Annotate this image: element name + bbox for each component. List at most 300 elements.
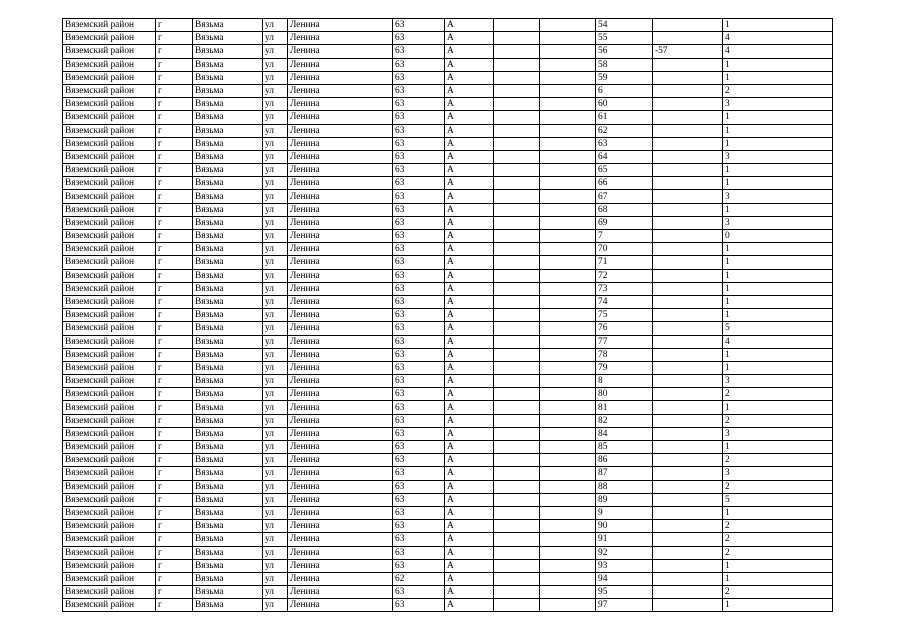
cell-col-8 [494,98,540,111]
cell-col-8 [494,243,540,256]
cell-residents: 1 [723,256,833,269]
cell-apartment-range [653,243,723,256]
cell-district: Вяземский район [63,427,156,440]
cell-apartment-range [653,98,723,111]
cell-street-type: ул [263,599,288,612]
cell-settlement-type: г [156,256,193,269]
cell-building-letter: А [445,480,494,493]
cell-settlement-type: г [156,599,193,612]
cell-district: Вяземский район [63,269,156,282]
cell-building-letter: А [445,467,494,480]
cell-settlement-type: г [156,572,193,585]
cell-col-9 [540,335,596,348]
cell-apartment-range [653,256,723,269]
cell-settlement-type: г [156,19,193,32]
table-row [63,19,833,32]
cell-house-number: 63 [393,586,445,599]
cell-residents: 1 [723,348,833,361]
cell-settlement-type: г [156,309,193,322]
cell-col-9 [540,520,596,533]
table-row [63,361,833,374]
cell-apartment-range [653,454,723,467]
cell-district: Вяземский район [63,546,156,559]
cell-residents: 1 [723,58,833,71]
cell-apartment-range [653,586,723,599]
cell-settlement: Вязьма [193,506,263,519]
cell-building-letter: А [445,493,494,506]
cell-settlement: Вязьма [193,388,263,401]
cell-apartment: 71 [596,256,653,269]
cell-apartment: 58 [596,58,653,71]
table-row [63,375,833,388]
cell-street-type: ул [263,520,288,533]
cell-street-type: ул [263,467,288,480]
table-row [63,441,833,454]
cell-street: Ленина [288,546,393,559]
cell-apartment: 63 [596,137,653,150]
cell-residents: 2 [723,84,833,97]
cell-street: Ленина [288,282,393,295]
cell-street-type: ул [263,256,288,269]
cell-street-type: ул [263,309,288,322]
cell-apartment: 78 [596,348,653,361]
cell-district: Вяземский район [63,533,156,546]
cell-street: Ленина [288,19,393,32]
cell-street-type: ул [263,506,288,519]
cell-settlement: Вязьма [193,322,263,335]
table-row [63,230,833,243]
cell-settlement: Вязьма [193,71,263,84]
cell-street-type: ул [263,269,288,282]
cell-apartment-range [653,124,723,137]
cell-house-number: 63 [393,150,445,163]
cell-apartment: 68 [596,203,653,216]
cell-building-letter: А [445,137,494,150]
cell-district: Вяземский район [63,493,156,506]
cell-residents: 1 [723,441,833,454]
cell-settlement: Вязьма [193,414,263,427]
cell-house-number: 63 [393,216,445,229]
table-row [63,71,833,84]
cell-district: Вяземский район [63,84,156,97]
address-table [62,18,833,612]
cell-street-type: ул [263,375,288,388]
cell-building-letter: А [445,441,494,454]
cell-street: Ленина [288,150,393,163]
cell-col-8 [494,401,540,414]
cell-residents: 1 [723,309,833,322]
cell-apartment: 80 [596,388,653,401]
cell-apartment: 74 [596,295,653,308]
cell-apartment-range: -57 [653,45,723,58]
cell-apartment: 86 [596,454,653,467]
cell-settlement: Вязьма [193,32,263,45]
cell-street: Ленина [288,480,393,493]
cell-building-letter: А [445,243,494,256]
table-row [63,150,833,163]
cell-district: Вяземский район [63,45,156,58]
cell-settlement: Вязьма [193,467,263,480]
cell-settlement-type: г [156,401,193,414]
cell-settlement-type: г [156,506,193,519]
cell-apartment: 75 [596,309,653,322]
table-body [63,19,833,612]
cell-house-number: 63 [393,256,445,269]
cell-col-9 [540,309,596,322]
table-row [63,493,833,506]
cell-settlement: Вязьма [193,124,263,137]
cell-apartment-range [653,335,723,348]
cell-district: Вяземский район [63,177,156,190]
cell-residents: 4 [723,45,833,58]
cell-col-8 [494,467,540,480]
cell-col-8 [494,71,540,84]
cell-col-9 [540,216,596,229]
cell-house-number: 63 [393,269,445,282]
table-row [63,348,833,361]
cell-district: Вяземский район [63,401,156,414]
cell-settlement: Вязьма [193,190,263,203]
cell-apartment-range [653,348,723,361]
table-row [63,480,833,493]
cell-residents: 1 [723,71,833,84]
cell-settlement-type: г [156,230,193,243]
cell-building-letter: А [445,32,494,45]
cell-col-9 [540,71,596,84]
cell-street-type: ул [263,111,288,124]
cell-apartment: 65 [596,164,653,177]
cell-settlement-type: г [156,559,193,572]
cell-settlement: Вязьма [193,58,263,71]
cell-col-9 [540,282,596,295]
cell-settlement: Вязьма [193,216,263,229]
cell-street: Ленина [288,572,393,585]
cell-house-number: 63 [393,19,445,32]
cell-col-8 [494,164,540,177]
cell-settlement: Вязьма [193,599,263,612]
cell-district: Вяземский район [63,256,156,269]
cell-district: Вяземский район [63,216,156,229]
cell-settlement: Вязьма [193,269,263,282]
table-row [63,295,833,308]
cell-settlement-type: г [156,150,193,163]
cell-apartment-range [653,216,723,229]
table-row [63,533,833,546]
cell-residents: 4 [723,32,833,45]
cell-settlement-type: г [156,111,193,124]
cell-district: Вяземский район [63,480,156,493]
cell-col-9 [540,137,596,150]
cell-col-9 [540,480,596,493]
cell-building-letter: А [445,71,494,84]
cell-district: Вяземский район [63,414,156,427]
cell-house-number: 63 [393,361,445,374]
table-row [63,427,833,440]
cell-apartment-range [653,32,723,45]
cell-settlement: Вязьма [193,177,263,190]
cell-apartment: 84 [596,427,653,440]
cell-apartment-range [653,480,723,493]
cell-district: Вяземский район [63,32,156,45]
cell-district: Вяземский район [63,243,156,256]
cell-residents: 5 [723,322,833,335]
cell-settlement-type: г [156,493,193,506]
cell-residents: 1 [723,269,833,282]
cell-settlement: Вязьма [193,427,263,440]
cell-settlement-type: г [156,295,193,308]
cell-settlement-type: г [156,84,193,97]
cell-house-number: 63 [393,84,445,97]
cell-col-8 [494,546,540,559]
cell-house-number: 63 [393,546,445,559]
table-row [63,282,833,295]
cell-street-type: ул [263,480,288,493]
cell-apartment: 90 [596,520,653,533]
cell-apartment: 91 [596,533,653,546]
cell-apartment: 81 [596,401,653,414]
cell-street-type: ул [263,572,288,585]
cell-district: Вяземский район [63,388,156,401]
cell-residents: 2 [723,414,833,427]
cell-street-type: ул [263,216,288,229]
table-row [63,124,833,137]
cell-col-9 [540,586,596,599]
cell-apartment: 54 [596,19,653,32]
cell-col-8 [494,361,540,374]
cell-district: Вяземский район [63,150,156,163]
table-row [63,45,833,58]
cell-building-letter: А [445,322,494,335]
cell-col-8 [494,533,540,546]
cell-street: Ленина [288,335,393,348]
cell-district: Вяземский район [63,98,156,111]
cell-residents: 1 [723,124,833,137]
cell-apartment: 89 [596,493,653,506]
cell-district: Вяземский район [63,454,156,467]
cell-col-9 [540,295,596,308]
cell-district: Вяземский район [63,309,156,322]
cell-building-letter: А [445,414,494,427]
cell-col-9 [540,84,596,97]
cell-house-number: 63 [393,493,445,506]
cell-settlement-type: г [156,269,193,282]
cell-house-number: 63 [393,441,445,454]
cell-building-letter: А [445,269,494,282]
table-row [63,190,833,203]
cell-settlement: Вязьма [193,546,263,559]
cell-settlement-type: г [156,414,193,427]
cell-settlement: Вязьма [193,559,263,572]
cell-col-8 [494,230,540,243]
cell-apartment-range [653,414,723,427]
cell-district: Вяземский район [63,295,156,308]
cell-settlement: Вязьма [193,348,263,361]
table-row [63,203,833,216]
cell-street-type: ул [263,546,288,559]
cell-building-letter: А [445,164,494,177]
cell-house-number: 63 [393,124,445,137]
cell-col-9 [540,559,596,572]
cell-house-number: 63 [393,309,445,322]
cell-building-letter: А [445,84,494,97]
cell-col-8 [494,599,540,612]
table-row [63,322,833,335]
cell-street-type: ул [263,45,288,58]
cell-settlement: Вязьма [193,335,263,348]
cell-house-number: 63 [393,137,445,150]
cell-building-letter: А [445,256,494,269]
table-row [63,137,833,150]
cell-apartment: 76 [596,322,653,335]
cell-settlement: Вязьма [193,282,263,295]
cell-street-type: ул [263,98,288,111]
cell-residents: 3 [723,467,833,480]
cell-district: Вяземский район [63,164,156,177]
cell-house-number: 63 [393,32,445,45]
cell-street: Ленина [288,375,393,388]
cell-district: Вяземский район [63,203,156,216]
cell-street: Ленина [288,559,393,572]
cell-col-8 [494,586,540,599]
cell-street-type: ул [263,230,288,243]
cell-col-8 [494,269,540,282]
cell-settlement: Вязьма [193,295,263,308]
cell-settlement: Вязьма [193,98,263,111]
cell-col-8 [494,309,540,322]
cell-apartment-range [653,388,723,401]
cell-residents: 3 [723,98,833,111]
cell-settlement-type: г [156,190,193,203]
cell-apartment: 93 [596,559,653,572]
cell-building-letter: А [445,559,494,572]
cell-apartment-range [653,441,723,454]
cell-col-9 [540,111,596,124]
cell-district: Вяземский район [63,282,156,295]
cell-settlement: Вязьма [193,361,263,374]
cell-apartment: 56 [596,45,653,58]
cell-district: Вяземский район [63,58,156,71]
cell-building-letter: А [445,427,494,440]
cell-street: Ленина [288,533,393,546]
cell-settlement: Вязьма [193,454,263,467]
cell-apartment: 97 [596,599,653,612]
cell-district: Вяземский район [63,441,156,454]
cell-district: Вяземский район [63,572,156,585]
cell-col-9 [540,599,596,612]
cell-street: Ленина [288,177,393,190]
cell-apartment: 79 [596,361,653,374]
cell-col-8 [494,203,540,216]
cell-apartment: 61 [596,111,653,124]
cell-settlement-type: г [156,177,193,190]
table-row [63,599,833,612]
cell-residents: 4 [723,335,833,348]
cell-settlement: Вязьма [193,243,263,256]
cell-house-number: 63 [393,559,445,572]
table-row [63,414,833,427]
cell-street: Ленина [288,216,393,229]
cell-settlement: Вязьма [193,375,263,388]
cell-settlement-type: г [156,45,193,58]
cell-street: Ленина [288,32,393,45]
cell-building-letter: А [445,282,494,295]
table-row [63,32,833,45]
cell-street: Ленина [288,520,393,533]
cell-settlement-type: г [156,164,193,177]
cell-settlement-type: г [156,243,193,256]
cell-house-number: 63 [393,243,445,256]
cell-residents: 2 [723,533,833,546]
cell-residents: 2 [723,586,833,599]
cell-settlement: Вязьма [193,84,263,97]
cell-apartment: 62 [596,124,653,137]
cell-settlement-type: г [156,137,193,150]
cell-street: Ленина [288,309,393,322]
cell-district: Вяземский район [63,190,156,203]
cell-apartment-range [653,137,723,150]
cell-apartment-range [653,520,723,533]
cell-street-type: ул [263,124,288,137]
cell-street: Ленина [288,493,393,506]
cell-street: Ленина [288,348,393,361]
cell-col-8 [494,32,540,45]
cell-apartment: 72 [596,269,653,282]
cell-street-type: ул [263,322,288,335]
cell-street: Ленина [288,269,393,282]
cell-col-9 [540,243,596,256]
cell-col-8 [494,150,540,163]
cell-settlement-type: г [156,361,193,374]
cell-col-8 [494,348,540,361]
cell-settlement: Вязьма [193,586,263,599]
cell-settlement: Вязьма [193,111,263,124]
cell-apartment-range [653,559,723,572]
cell-house-number: 63 [393,58,445,71]
cell-residents: 1 [723,572,833,585]
table-row [63,269,833,282]
cell-residents: 3 [723,427,833,440]
cell-col-9 [540,572,596,585]
cell-col-8 [494,427,540,440]
cell-street-type: ул [263,335,288,348]
cell-building-letter: А [445,401,494,414]
cell-street-type: ул [263,71,288,84]
cell-street-type: ул [263,190,288,203]
cell-house-number: 63 [393,295,445,308]
cell-col-8 [494,295,540,308]
cell-house-number: 63 [393,335,445,348]
cell-col-8 [494,322,540,335]
cell-apartment-range [653,493,723,506]
cell-building-letter: А [445,572,494,585]
cell-residents: 1 [723,506,833,519]
cell-col-8 [494,388,540,401]
cell-street: Ленина [288,599,393,612]
cell-house-number: 63 [393,177,445,190]
cell-residents: 2 [723,546,833,559]
cell-settlement: Вязьма [193,164,263,177]
cell-apartment: 88 [596,480,653,493]
cell-street-type: ул [263,533,288,546]
cell-street: Ленина [288,441,393,454]
cell-apartment: 92 [596,546,653,559]
cell-settlement: Вязьма [193,230,263,243]
cell-district: Вяземский район [63,467,156,480]
cell-col-8 [494,137,540,150]
cell-street-type: ул [263,243,288,256]
cell-settlement: Вязьма [193,150,263,163]
cell-apartment: 59 [596,71,653,84]
